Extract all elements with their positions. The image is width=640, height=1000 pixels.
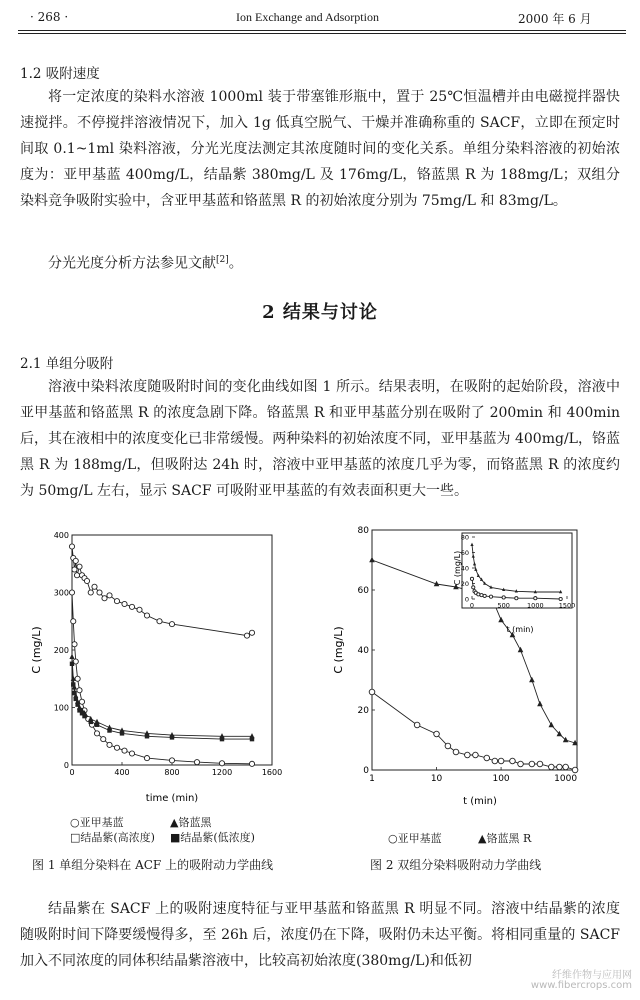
fig2i-ytick-label: 80 [460,533,469,542]
fig2-ytick-label: 60 [357,586,369,597]
fig1-series-3-point [71,682,75,686]
fig1-series-1-point [71,619,76,624]
fig2-series-0-point [563,764,569,770]
fig1-xlabel: time (min) [145,793,199,804]
fig1-series-1-point [122,748,127,753]
fig1-series-1-point [79,699,84,704]
reference-end: 。 [228,255,243,272]
fig1-series-1-point [219,761,224,766]
section-2-1-title: 2.1 单组分吸附 [20,356,114,372]
fig1-series-3-point [220,737,224,741]
header-date: 2000 年 6 月 [518,12,592,26]
fig2i-xtick-label: 500 [497,601,510,610]
fig1-series-1-point [72,642,77,647]
fig1-xtick-label: 400 [114,768,130,777]
fig2-series-1-point [549,722,555,728]
watermark-url: www.fibercrops.com [530,980,632,991]
fig2-ytick-label: 40 [357,646,369,657]
fig1-xtick-label: 0 [69,768,75,777]
fig2-series-0-point [414,722,420,728]
fig1-series-0-point [97,590,102,595]
fig1-series-1-point [144,756,149,761]
fig2-series-0-point [484,755,490,761]
section-2-title: 2 结果与讨论 [262,302,378,323]
fig2i-xtick-label: 1500 [558,601,576,610]
fig2i-series-0-point [559,597,562,600]
fig2-ytick-label: 0 [363,766,369,777]
fig1-series-3-point [75,702,79,706]
fig1-series-0-point [88,590,93,595]
fig1-series-1-point [101,737,106,742]
section-2-1-paragraph-2: 结晶紫在 SACF 上的吸附速度特征与亚甲基蓝和铬蓝黑 R 明显不同。溶液中结晶紫的浓度随吸附时间下降要缓慢得多，至 26h 后，浓度仍在下降，吸附仍未达平衡。将相同重量的 SACF 加入不同浓度的同体积结晶紫溶液中，比较高初始浓度(380mg/L)和低初 [20,901,620,969]
fig2-series-1-point [518,647,524,653]
fig2i-series-0-point [534,597,537,600]
fig2-series-0-point [492,758,498,764]
header-rule [18,30,626,31]
fig2-inset-ylabel: C (mg/L) [453,550,462,586]
fig2-series-0-point [473,752,479,758]
fig1-series-0-point [144,613,149,618]
fig1-series-3-point [82,714,86,718]
figure-1-chart [30,525,290,810]
fig1-xtick-label: 1200 [211,768,233,777]
fig1-series-3-point [145,734,149,738]
fig2i-ytick-label: 20 [460,579,469,588]
fig2-series-0-point [510,758,516,764]
fig2-series-0-point [537,761,543,767]
fig2-series-0-point [445,743,451,749]
fig2-series-0-point [498,758,504,764]
fig1-legend-3: ■结晶紫(低浓度) [170,831,255,844]
fig2-ytick-label: 20 [357,706,369,717]
fig1-ytick-label: 100 [53,703,69,713]
fig1-series-0-point [84,578,89,583]
fig1-series-0-point [169,622,174,627]
fig2i-series-0-point [477,593,480,596]
fig1-series-0-point [102,596,107,601]
fig1-ytick-label: 0 [63,760,69,770]
fig1-series-1-line [72,593,252,764]
section-1-2-title: 1.2 吸附速度 [20,66,100,82]
fig1-ytick-label: 200 [53,645,69,655]
fig1-xtick-label: 800 [164,768,180,777]
fig1-series-1-point [69,590,74,595]
fig1-series-3-point [170,735,174,739]
fig2-series-0-point [518,761,524,767]
fig2-caption: 图 2 双组分染料吸附动力学曲线 [370,858,542,872]
fig1-series-0-point [137,607,142,612]
fig2-ylabel: C (mg/L) [332,626,345,674]
fig2i-ytick-label: 0 [464,595,469,604]
fig1-series-3-point [70,662,74,666]
fig1-ylabel: C (mg/L) [30,626,43,674]
fig2-series-0-point [549,764,555,770]
fig1-series-0-point [74,573,79,578]
fig1-series-0-point [122,601,127,606]
section-2-1-paragraph: 溶液中染料浓度随吸附时间的变化曲线如图 1 所示。结果表明，在吸附的起始阶段，溶液中亚甲基蓝和铬蓝黑 R 的浓度急剧下降。铬蓝黑 R 和亚甲基蓝分别在吸附了 200min 和 400min 后，其在液相中的浓度变化已非常缓慢。两种染料的初始浓度不同，亚甲基蓝为 400mg/L，铬蓝黑 R 为 188mg/L，但吸附达 24h 时，溶液中亚甲基蓝的浓度几乎为零，而铬蓝黑 R 的浓度约为 50mg/L 左右，显示 SACF 可吸附亚甲基蓝的有效表面积更大一些。 [20,379,620,499]
fig2i-xtick-label: 0 [469,601,475,610]
fig1-series-1-point [75,676,80,681]
fig1-series-0-point [244,633,249,638]
fig1-series-1-point [107,742,112,747]
fig2-xtick-label: 10 [430,774,443,784]
fig2-series-0-point [453,749,459,755]
fig1-series-3-point [120,731,124,735]
fig2-series-0-point [529,761,535,767]
fig1-series-3-point [107,728,111,732]
fig1-series-1-point [114,745,119,750]
fig1-caption: 图 1 单组分染料在 ACF 上的吸附动力学曲线 [32,858,274,872]
fig1-series-0-point [107,593,112,598]
fig2-series-0-point [572,767,578,773]
fig1-series-0-point [129,604,134,609]
fig2-series-0-point [465,752,471,758]
reference-text: 分光光度分析方法参见文献 [48,255,216,272]
fig1-series-1-point [194,760,199,765]
fig1-ytick-label: 300 [53,588,69,598]
fig1-legend-0: ○亚甲基蓝 [70,816,124,829]
fig1-series-0-point [73,558,78,563]
fig2i-series-0-point [483,594,486,597]
fig2-legend-0: ○亚甲基蓝 [388,832,442,845]
fig1-series-0-point [69,544,74,549]
fig2-series-1-point [537,701,543,707]
fig1-series-1-point [94,731,99,736]
fig2-series-1-point [529,677,535,683]
fig1-series-0-point [92,584,97,589]
fig2-xtick-label: 1000 [554,774,578,784]
header-rule-secondary [18,33,626,34]
fig2i-series-0-point [489,595,492,598]
fig1-series-3-point [89,720,93,724]
fig1-legend-2: □结晶紫(高浓度) [70,831,155,844]
reference-number: [2] [216,255,229,265]
fig1-series-0-point [157,619,162,624]
fig1-frame [72,535,272,765]
fig1-series-3-point [95,723,99,727]
fig2-series-1-point [498,617,504,623]
fig2i-series-0-point [470,577,473,580]
figure-2-chart [330,520,590,810]
fig2i-xtick-label: 1000 [527,601,544,610]
journal-title: Ion Exchange and Adsorption [236,10,379,24]
fig1-series-0-point [249,630,254,635]
fig2-series-0-point [434,731,440,737]
fig2-legend [388,830,531,846]
fig2-series-1-point [369,557,375,563]
fig2-ytick-label: 80 [357,526,369,537]
fig1-series-3-line [72,664,252,739]
page-number: · 268 · [30,10,69,24]
fig1-series-0-point [77,564,82,569]
fig1-series-0-point [114,599,119,604]
fig1-series-1-point [129,751,134,756]
fig1-series-3-point [250,737,254,741]
fig2i-series-0-point [515,597,518,600]
fig1-series-3-point [74,697,78,701]
fig2-legend-1: ▲铬蓝黑 R [478,832,532,845]
fig2i-series-0-point [480,594,483,597]
fig2i-ytick-label: 60 [460,548,469,557]
fig1-series-1-point [77,688,82,693]
fig1-legend [70,815,290,845]
fig1-series-2-point [69,654,74,659]
fig1-xtick-label: 1600 [261,768,283,777]
fig2i-series-0-point [502,596,505,599]
fig2-xtick-label: 1 [369,774,375,784]
fig1-series-3-point [72,691,76,695]
fig2-series-0-point [369,689,375,695]
fig1-ytick-label: 400 [53,530,69,540]
watermark-text: 纤维作物与应用网 [552,970,632,981]
fig1-series-1-point [169,758,174,763]
fig1-series-0-point [72,567,77,572]
fig2-series-0-line [372,692,575,770]
fig2i-ytick-label: 40 [460,564,469,573]
fig2-series-0-point [557,764,563,770]
fig2-xlabel: t (min) [463,796,497,807]
fig2-inset-xlabel: t (min) [506,625,534,634]
section-1-2-paragraph-2 [20,247,620,277]
fig1-series-1-point [249,761,254,766]
fig2-xtick-label: 100 [492,774,510,784]
section-1-2-paragraph: 将一定浓度的染料水溶液 1000ml 装于带塞锥形瓶中，置于 25℃恒温槽并由电磁搅拌器快速搅拌。不停搅拌溶液情况下，加入 1g 低真空脱气、干燥并准确称重的 SACF，立即在预定时间取 0.1~1ml 染料溶液，分光光度法测定其浓度随时间的变化关系。单组分染料溶液的初始浓度为：亚甲基蓝 400mg/L，结晶紫 380mg/L 及 176mg/L，铬蓝黑 R 为 188mg/L；双组分染料竞争吸附实验中，含亚甲基蓝和铬蓝黑 R 的初始浓度分别为 75mg/L 和 83mg/L。 [20,89,620,209]
fig1-legend-1: ▲铬蓝黑 [170,816,212,829]
fig2i-series-0-point [472,586,475,589]
